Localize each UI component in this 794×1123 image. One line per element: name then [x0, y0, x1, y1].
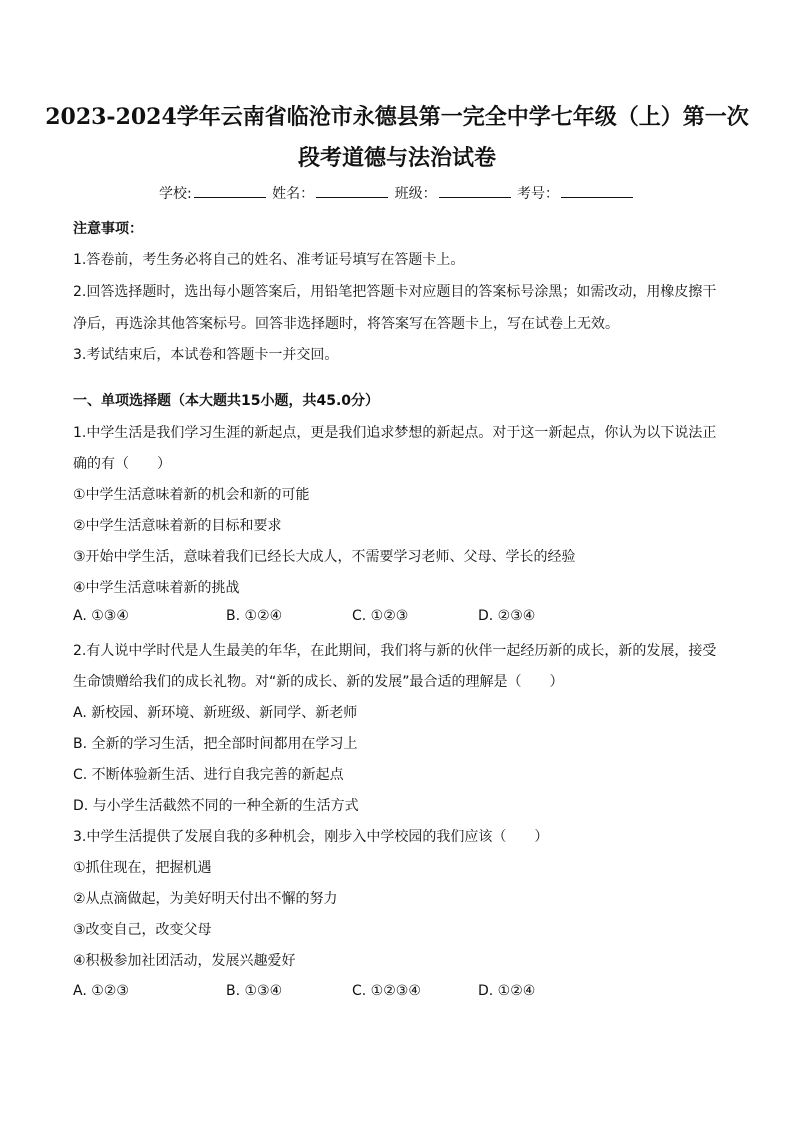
q1-statement: ①中学生活意味着新的机会和新的可能 [73, 487, 310, 503]
notice-item: 2.回答选择题时，选出每小题答案后，用铅笔把答题卡对应题目的答案标号涂黑；如需改动，用橡皮擦干 [73, 284, 717, 300]
number-blank[interactable] [561, 185, 633, 198]
q1-option-b[interactable]: B. ①②④ [226, 608, 283, 624]
q1-stem-cont: 确的有（ ） [73, 456, 171, 472]
class-blank[interactable] [439, 185, 511, 198]
q2-option-b[interactable]: B. 全新的学习生活，把全部时间都用在学习上 [73, 736, 358, 752]
q1-option-d[interactable]: D. ②③④ [478, 608, 536, 624]
section-heading: 一、单项选择题（本大题共15小题，共45.0分） [73, 393, 380, 409]
school-label: 学校: [158, 186, 192, 202]
q3-statement: ②从点滴做起，为美好明天付出不懈的努力 [73, 891, 338, 907]
notice-item: 净后，再选涂其他答案标号。回答非选择题时，将答案写在答题卡上，写在试卷上无效。 [73, 316, 619, 332]
q3-stem: 3.中学生活提供了发展自我的多种机会，刚步入中学校园的我们应该（ ） [73, 829, 549, 845]
q1-option-a[interactable]: A. ①③④ [73, 608, 129, 624]
notice-item: 1.答卷前，考生务必将自己的姓名、准考证号填写在答题卡上。 [73, 252, 465, 268]
q2-option-a[interactable]: A. 新校园、新环境、新班级、新同学、新老师 [73, 705, 358, 721]
q3-option-c[interactable]: C. ①②③④ [352, 983, 421, 999]
class-label: 班级： [394, 186, 437, 202]
student-info-row [0, 183, 794, 203]
q3-option-a[interactable]: A. ①②③ [73, 983, 129, 999]
q2-stem: 2.有人说中学时代是人生最美的年华，在此期间，我们将与新的伙伴一起经历新的成长，新的发展，接受 [73, 643, 717, 659]
q3-option-b[interactable]: B. ①③④ [226, 983, 283, 999]
q3-statement: ④积极参加社团活动，发展兴趣爱好 [73, 953, 296, 969]
q1-option-c[interactable]: C. ①②③ [352, 608, 409, 624]
q3-statement: ③改变自己，改变父母 [73, 922, 212, 938]
q1-statement: ③开始中学生活，意味着我们已经长大成人，不需要学习老师、父母、学长的经验 [73, 549, 576, 565]
q3-statement: ①抓住现在，把握机遇 [73, 860, 212, 876]
name-label: 姓名： [272, 186, 315, 202]
name-blank[interactable] [316, 185, 388, 198]
q3-option-d[interactable]: D. ①②④ [478, 983, 536, 999]
q2-stem-cont: 生命馈赠给我们的成长礼物。对“新的成长、新的发展”最合适的理解是（ ） [73, 674, 564, 690]
school-blank[interactable] [194, 185, 266, 198]
q1-stem: 1.中学生活是我们学习生涯的新起点，更是我们追求梦想的新起点。对于这一新起点，你认为以下说法正 [73, 425, 717, 441]
notice-heading: 注意事项： [73, 221, 143, 237]
q2-option-c[interactable]: C. 不断体验新生活、进行自我完善的新起点 [73, 767, 344, 783]
q1-statement: ④中学生活意味着新的挑战 [73, 580, 240, 596]
exam-title-line-1: 2023-2024学年云南省临沧市永德县第一完全中学七年级（上）第一次 [45, 104, 749, 130]
q2-option-d[interactable]: D. 与小学生活截然不同的一种全新的生活方式 [73, 798, 359, 814]
notice-item: 3.考试结束后，本试卷和答题卡一并交回。 [73, 347, 339, 363]
exam-title-line-2: 段考道德与法治试卷 [297, 145, 496, 171]
number-label: 考号： [517, 186, 560, 202]
q1-statement: ②中学生活意味着新的目标和要求 [73, 518, 282, 534]
